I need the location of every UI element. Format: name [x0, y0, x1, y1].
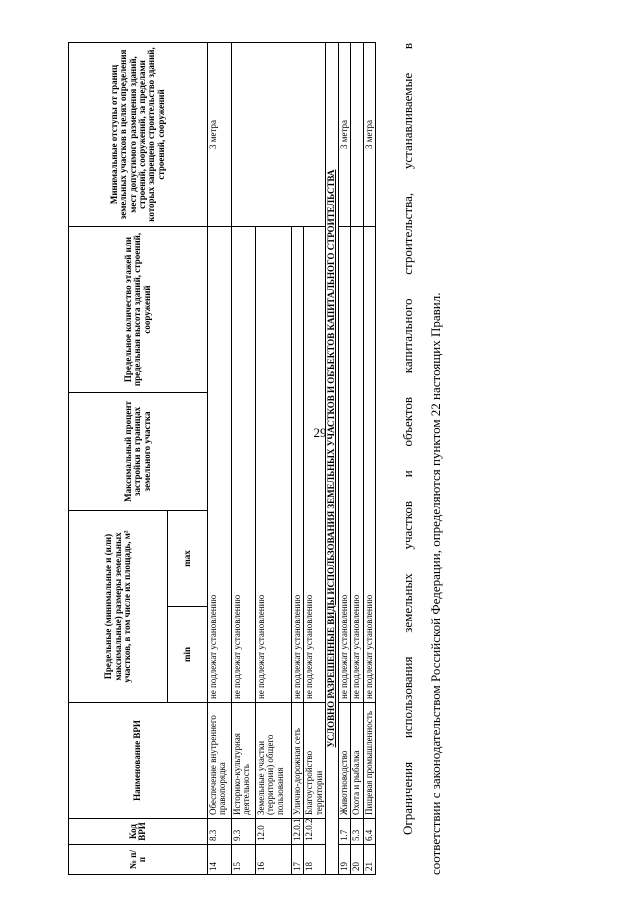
row-name: Пищевая промышленность	[363, 703, 375, 819]
row-name: Животноводство	[338, 703, 350, 819]
header-min: min	[168, 607, 208, 703]
row-setback	[351, 42, 363, 226]
row-no: 21	[363, 845, 375, 875]
table-row	[351, 42, 363, 874]
row-code: 9.3	[232, 819, 256, 845]
row-size: не подлежат установлению	[351, 226, 363, 702]
note-line-2: соответствии с законодательством Российской Федерации, определяются пунктом 22 настоящих Правил.	[428, 292, 443, 875]
row-code: 6.4	[363, 819, 375, 845]
row-code: 8.3	[208, 819, 232, 845]
table-row	[232, 42, 256, 874]
row-name: Земельные участки (территории) общего пользования	[256, 703, 292, 819]
row-size: не подлежат установлению	[363, 226, 375, 702]
header-percent: Максимальный процент застройки в границах земельного участка	[69, 392, 208, 510]
section-title: УСЛОВНО РАЗРЕШЕННЫЕ ВИДЫ ИСПОЛЬЗОВАНИЯ ЗЕМЕЛЬНЫХ УЧАСТКОВ И ОБЪЕКТОВ КАПИТАЛЬНОГО СТРОИТЕЛЬСТВА	[326, 42, 338, 874]
row-name: Благоустройство территории	[304, 703, 326, 819]
row-setback: 3 метра	[363, 42, 375, 226]
row-no: 20	[351, 845, 363, 875]
row-no: 19	[338, 845, 350, 875]
table-row	[363, 42, 375, 874]
table-header-row	[69, 42, 168, 874]
header-max: max	[168, 510, 208, 606]
row-size: не подлежат установлению	[232, 226, 256, 702]
row-name: Обеспечение внутреннего правопорядка	[208, 703, 232, 819]
row-code: 5.3	[351, 819, 363, 845]
row-code: 1.7	[338, 819, 350, 845]
row-size: не подлежат установлению	[208, 226, 232, 702]
row-no: 15	[232, 845, 256, 875]
header-name: Наименование ВРИ	[69, 703, 208, 819]
row-no: 17	[292, 845, 304, 875]
row-name: Историко-культурная деятельность	[232, 703, 256, 819]
row-setback: 3 метра	[338, 42, 350, 226]
row-setback-empty	[232, 42, 326, 226]
header-size: Предельные (минимальные и (или) максимальные) размеры земельных участков, в том числе их площадь, м²	[69, 510, 168, 702]
row-code: 12.0	[256, 819, 292, 845]
table-row	[208, 42, 232, 874]
row-code: 12.0.1	[292, 819, 304, 845]
row-setback: 3 метра	[208, 42, 232, 226]
page-number: 29	[313, 425, 327, 440]
row-no: 14	[208, 845, 232, 875]
row-code: 12.0.2	[304, 819, 326, 845]
header-floors: Предельное количество этажей или предельная высота зданий, строений, сооружений	[69, 226, 208, 392]
section-row	[326, 42, 338, 874]
row-size: не подлежат установлению	[292, 226, 304, 702]
row-size: не подлежат установлению	[256, 226, 292, 702]
header-setback: Минимальные отступы от границ земельных участков в целях определения мест допустимого размещения зданий, строений, сооружений, за пределами которых запрещено строительство зданий, строений, сооружений	[69, 42, 208, 226]
header-no: № п/п	[69, 845, 208, 875]
regulations-table	[68, 42, 376, 875]
note-line-1: Ограничения использования земельных участков и объектов капитального строительства, устанавливаемые в	[400, 43, 415, 835]
row-size: не подлежат установлению	[304, 226, 326, 702]
row-no: 18	[304, 845, 326, 875]
row-size: не подлежат установлению	[338, 226, 350, 702]
table-row	[338, 42, 350, 874]
row-no: 16	[256, 845, 292, 875]
header-code: Код ВРИ	[69, 819, 208, 845]
restrictions-note	[394, 43, 450, 875]
row-name: Охота и рыбалка	[351, 703, 363, 819]
row-name: Улично-дорожная сеть	[292, 703, 304, 819]
